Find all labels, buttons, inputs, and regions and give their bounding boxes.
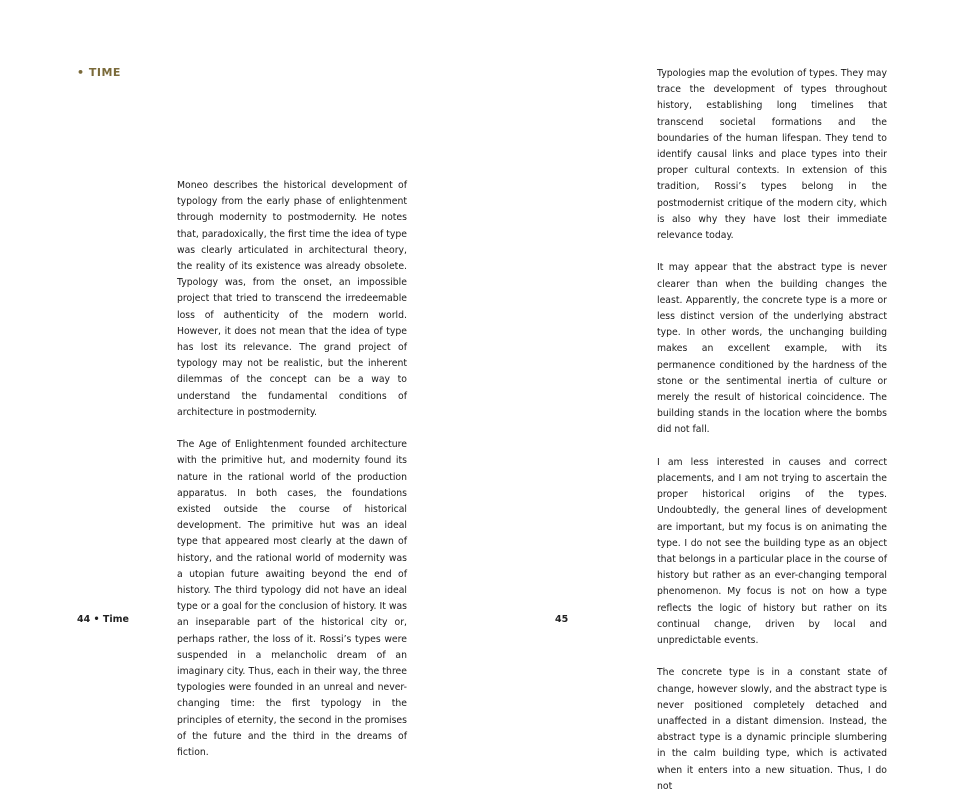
- left-page-text: [177, 178, 407, 777]
- page-number-right: 45: [555, 614, 569, 625]
- paragraph: I am less interested in causes and correct placements, and I am not trying to ascertain the proper historical origins of the types. Undoubtedly, the general lines of development are important, but my focus is on animating the type. I do not see the building type as an object that belongs in a particular place in the course of history but rather as an ever-changing temporal phenomenon. My focus is not on how a type reflects the logic of history but rather on its continual change, driven by local and unpredictable events.: [657, 456, 887, 647]
- right-page-text: [657, 66, 887, 811]
- page-number-left: 44 • Time: [77, 614, 129, 625]
- paragraph: Typologies map the evolution of types. They may trace the development of types throughout history, establishing long timelines that transcend societal formations and the boundaries of the human lifespan. They tend to identify causal links and place types into their proper cultural contexts. In extension of this tradition, Rossi’s types belong in the postmodernist critique of the modern city, which is also why they have lost their immediate relevance today.: [657, 68, 887, 242]
- paragraph: The Age of Enlightenment founded architecture with the primitive hut, and modernity found its nature in the rational world of the production apparatus. In both cases, the foundations existed outside the course of historical development. The primitive hut was an ideal type that appeared most clearly at the dawn of history, and the rational world of modernity was a utopian future awaiting beyond the end of history. The third typology did not have an ideal type or a goal for the conclusion of history. It was an inseparable part of the historical city or, perhaps rather, the loss of it. Rossi’s types were suspended in a melancholic dream of an imaginary city. Thus, each in their way, the three typologies were founded in an unreal and never-changing time: the first typology in the principles of eternity, the second in the promises of the future and the third in the dreams of fiction.: [177, 439, 407, 759]
- paragraph: The concrete type is in a constant state of change, however slowly, and the abstract type is never positioned completely detached and unaffected in a distant dimension. Instead, the abstract type is a dynamic principle slumbering in the calm building type, which is activated when it enters into a new situation. Thus, I do not: [657, 667, 887, 792]
- section-heading: • TIME: [77, 66, 121, 79]
- paragraph: Moneo describes the historical development of typology from the early phase of enlightenment through modernity to postmodernity. He notes that, paradoxically, the first time the idea of type was clearly articulated in architectural theory, the reality of its existence was already obsolete. Typology was, from the onset, an impossible project that tried to transcend the irredeemable loss of authenticity of the modern world. However, it does not mean that the idea of type has lost its relevance. The grand project of typology may not be realistic, but the inherent dilemmas of the concept can be a way to understand the fundamental conditions of architecture in postmodernity.: [177, 180, 407, 418]
- paragraph: It may appear that the abstract type is never clearer than when the building changes the least. Apparently, the concrete type is a more or less distinct version of the underlying abstract type. In other words, the unchanging building makes an excellent example, with its permanence conditioned by the hardness of the stone or the sentimental inertia of culture or merely the result of historical coincidence. The building stands in the location where the bombs did not fall.: [657, 262, 887, 436]
